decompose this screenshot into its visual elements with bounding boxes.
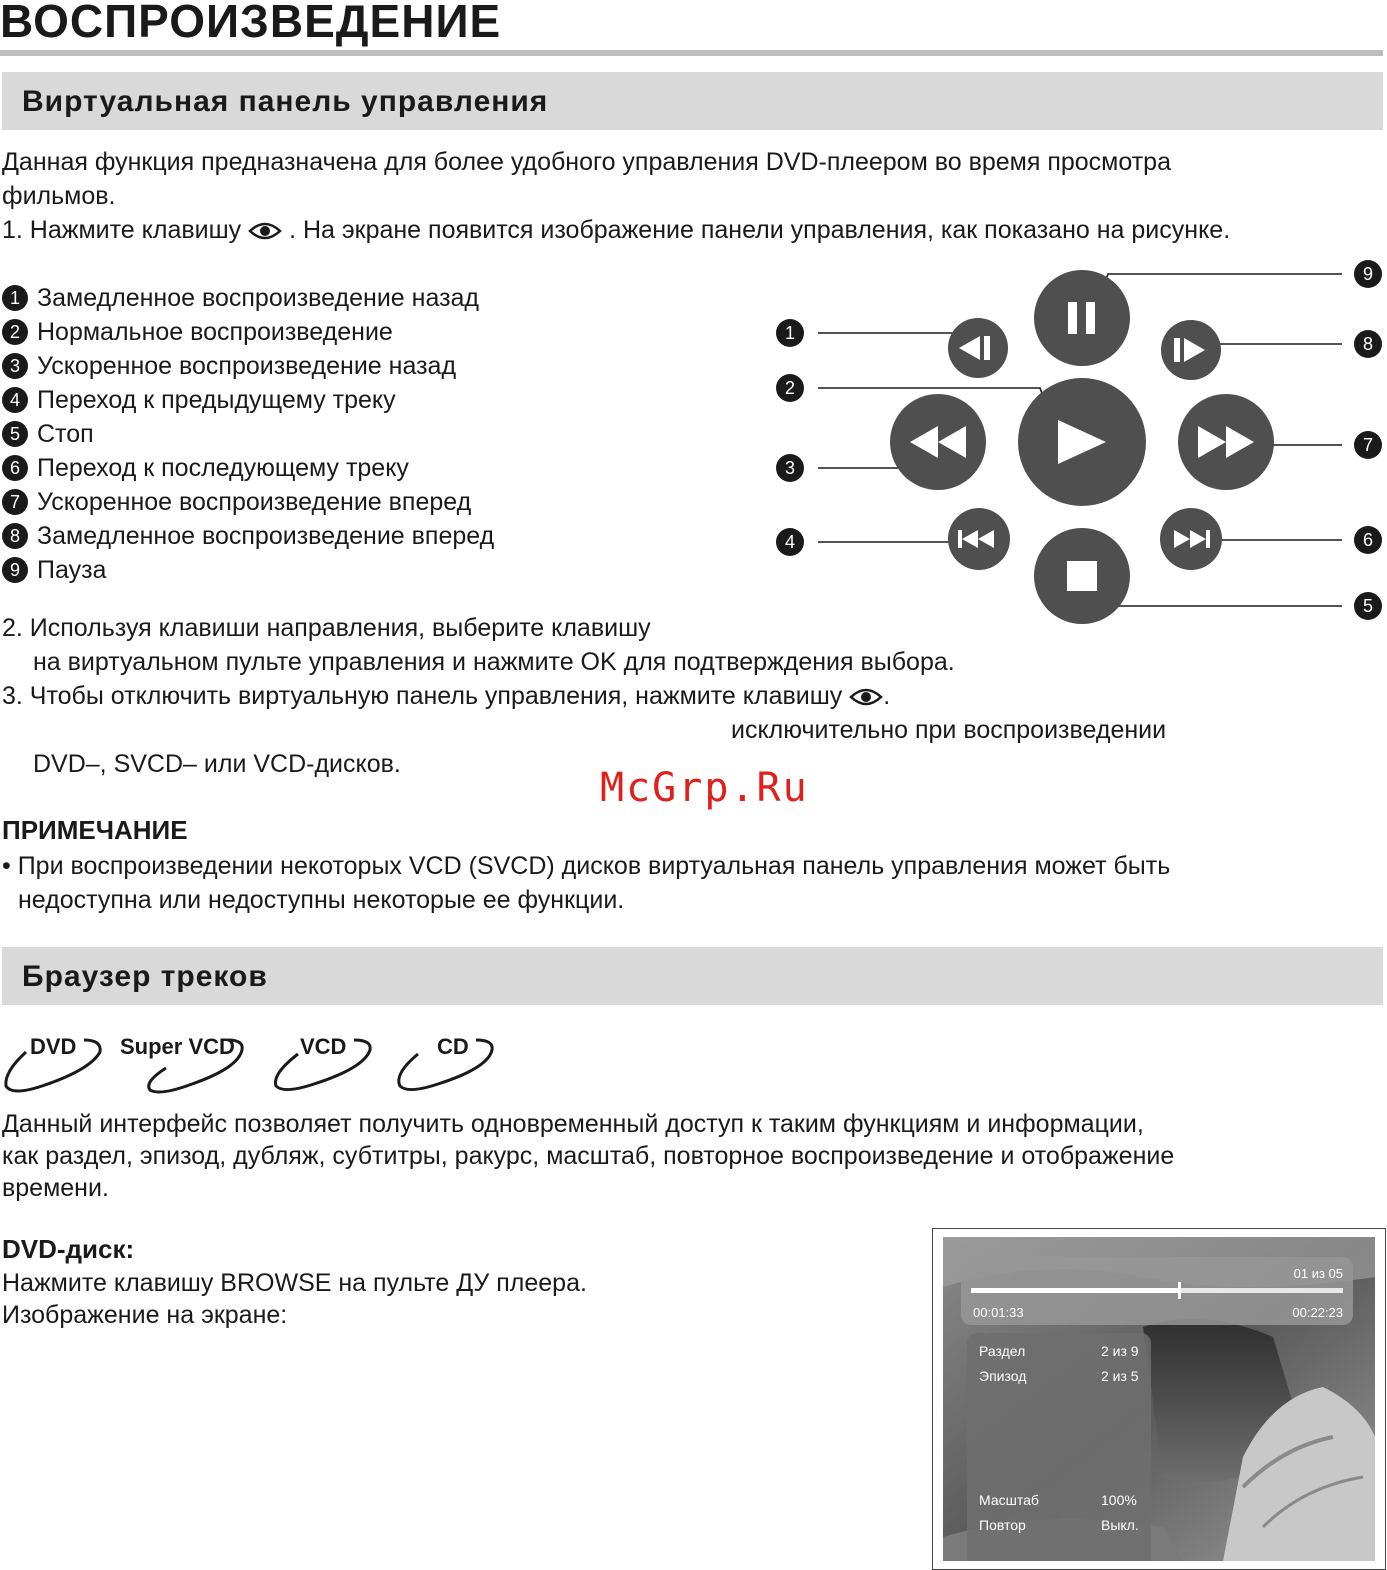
legend-item [2,553,494,587]
legend-item [2,451,494,485]
step-2-line-1: 2. Используя клавиши направления, выберите клавишу [2,614,651,642]
osd-progress-knob [1178,1282,1181,1299]
disc-label-super-vcd: Super VCD [120,1034,235,1059]
discs-line: DVD–, SVCD– или VCD-дисков. [33,750,401,778]
callout-7: 7 [1354,431,1382,459]
callout-2: 2 [776,374,804,402]
osd-progress-track [971,1288,1343,1293]
title-rule [0,50,1383,56]
step-1-text-a: 1. Нажмите клавишу [2,216,242,244]
legend-text: Переход к предыдущему треку [37,386,396,414]
osd-background-image [943,1237,1375,1561]
pause-button [1034,270,1130,366]
legend-number: 7 [2,489,28,515]
legend-text: Переход к последующему треку [37,454,409,482]
osd-time-start: 00:01:33 [973,1305,1024,1320]
disc-label-dvd: DVD [30,1034,77,1059]
legend-text: Ускоренное воспроизведение вперед [37,488,472,516]
note-line-2: недоступна или недоступны некоторые ее функции. [18,886,625,914]
browser-desc-line-1: Данный интерфейс позволяет получить одновременный доступ к таким функциям и информации, [2,1110,1144,1138]
legend-item [2,485,494,519]
dvd-line-2: Изображение на экране: [2,1301,288,1329]
browser-desc-line-3: времени. [2,1174,109,1202]
osd-label-zoom: Масштаб [979,1492,1039,1508]
osd-info-panel [967,1333,1151,1561]
eye-icon [248,221,282,241]
legend-item [2,417,494,451]
section-header-virtual-panel [2,72,1383,130]
legend-text: Замедленное воспроизведение назад [37,284,480,312]
legend-item [2,519,494,553]
legend-number: 9 [2,557,28,583]
callout-8: 8 [1354,330,1382,358]
osd-time-panel [961,1257,1353,1325]
fast-forward-button [1178,394,1274,490]
slow-reverse-button [948,318,1008,378]
step-1 [2,213,1230,247]
intro-line-1: Данная функция предназначена для более удобного управления DVD-плеером во время просмотра [2,148,1171,176]
legend-item [2,281,494,315]
callout-1: 1 [776,319,804,347]
section-title: Виртуальная панель управления [22,85,549,118]
osd-progress-fill [971,1288,1179,1293]
section-title: Браузер треков [22,960,268,993]
legend-number: 2 [2,319,28,345]
note-title: ПРИМЕЧАНИЕ [2,815,188,845]
disc-label-cd: CD [437,1034,469,1059]
step-3-text: 3. Чтобы отключить виртуальную панель управления, нажмите клавишу [2,682,843,710]
legend-number: 8 [2,523,28,549]
callout-9: 9 [1354,260,1382,288]
legend-item [2,315,494,349]
osd-counter: 01 из 05 [1293,1266,1343,1281]
section-header-track-browser [2,947,1383,1005]
legend-text: Замедленное воспроизведение вперед [37,522,495,550]
osd-screenshot [932,1228,1386,1570]
callout-5: 5 [1354,592,1382,620]
osd-label-chapter: Раздел [979,1343,1026,1359]
callout-4: 4 [776,528,804,556]
osd-value-episode: 2 из 5 [1101,1368,1139,1384]
slow-forward-button [1161,320,1221,380]
stop-button [1034,528,1130,624]
step-2-line-2: на виртуальном пульте управления и нажмите OK для подтверждения выбора. [33,648,955,676]
legend-item [2,383,494,417]
virtual-control-panel-diagram [770,258,1387,628]
callout-6: 6 [1354,526,1382,554]
legend-text: Ускоренное воспроизведение назад [37,352,457,380]
osd-label-repeat: Повтор [979,1517,1026,1533]
osd-value-chapter: 2 из 9 [1101,1343,1139,1359]
osd-value-zoom: 100% [1101,1492,1137,1508]
page-title: ВОСПРОИЗВЕДЕНИЕ [0,0,502,47]
osd-value-repeat: Выкл. [1101,1517,1139,1533]
step-1-text-b: . На экране появится изображение панели управления, как показано на рисунке. [289,216,1231,244]
eye-icon [849,687,883,707]
step-3-end: . [883,682,891,710]
play-button [1018,378,1146,506]
legend-number: 3 [2,353,28,379]
dvd-line-1: Нажмите клавишу BROWSE на пульте ДУ плеера. [2,1269,587,1297]
fast-reverse-button [890,394,986,490]
legend-text: Пауза [37,556,107,584]
legend-number: 1 [2,285,28,311]
disc-label-vcd: VCD [300,1034,347,1059]
note-line-1: • При воспроизведении некоторых VCD (SVCD) дисков виртуальная панель управления может быть [2,852,1171,880]
intro-line-2: фильмов. [2,182,116,210]
browser-desc-line-2: как раздел, эпизод, дубляж, субтитры, ракурс, масштаб, повторное воспроизведение и отображение [2,1142,1175,1170]
disc-type-logos [2,1030,502,1100]
legend-item [2,349,494,383]
osd-label-episode: Эпизод [979,1368,1027,1384]
exclusive-text: исключительно при воспроизведении [731,716,1167,744]
legend-text: Нормальное воспроизведение [37,318,393,346]
dvd-disc-title: DVD-диск: [2,1234,135,1264]
legend-text: Стоп [37,420,94,448]
next-track-button [1160,508,1222,570]
previous-track-button [948,508,1010,570]
osd-time-end: 00:22:23 [1292,1305,1343,1320]
legend-number: 4 [2,387,28,413]
callout-3: 3 [776,454,804,482]
legend-number: 5 [2,421,28,447]
legend-number: 6 [2,455,28,481]
watermark: McGrp.Ru [600,765,809,811]
legend-list [2,281,494,587]
step-3 [2,679,890,713]
